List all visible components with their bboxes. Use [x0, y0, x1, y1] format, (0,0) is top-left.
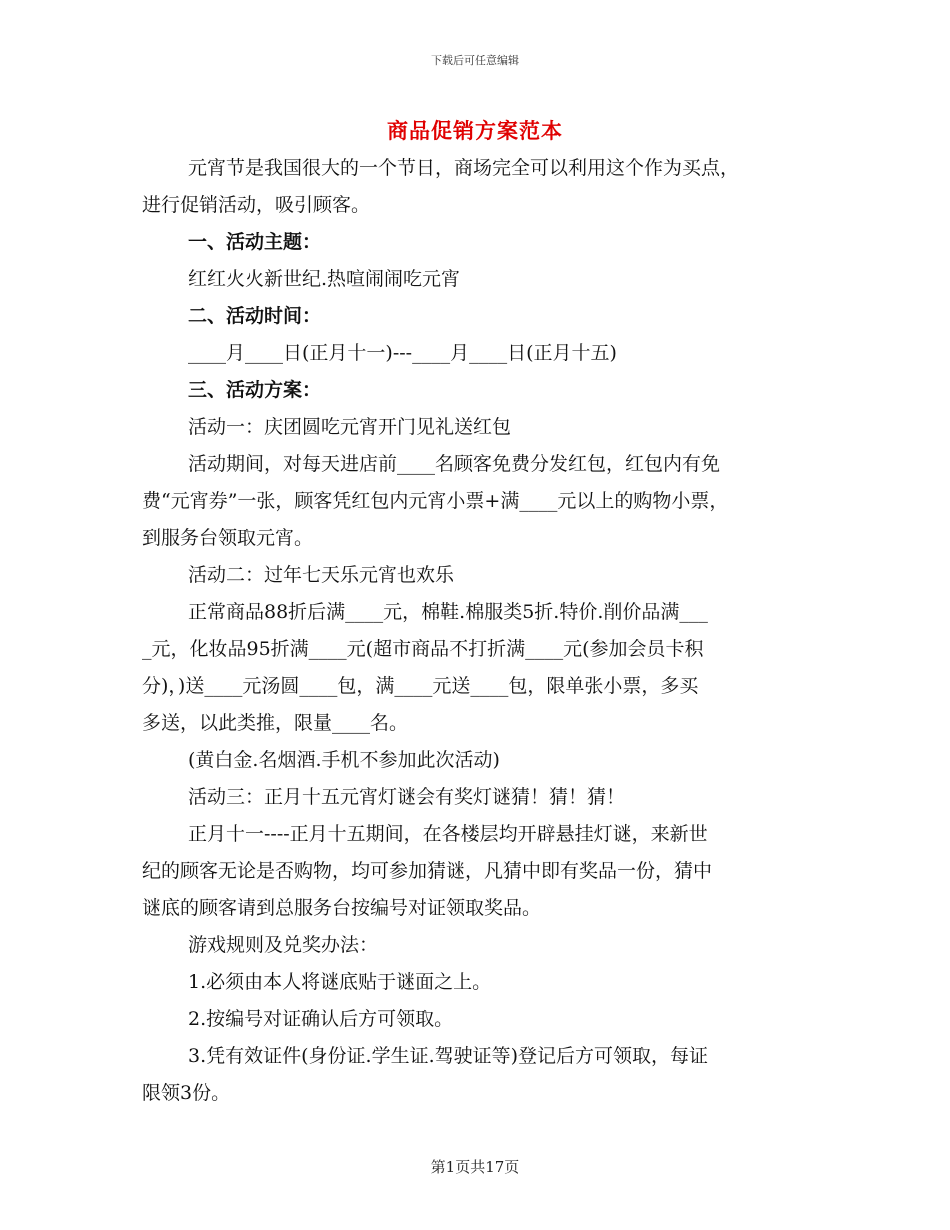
paragraph-line: 活动二：过年七天乐元宵也欢乐	[188, 564, 455, 586]
section-heading: 二、活动时间：	[188, 305, 322, 327]
paragraph-line: 活动期间，对每天进店前____名顾客免费分发红包，红包内有免	[188, 453, 721, 475]
paragraph-line: ____月____日(正月十一)---____月____日(正月十五)	[188, 342, 617, 364]
section-heading: 一、活动主题：	[188, 231, 322, 253]
paragraph-line: 多送，以此类推，限量____名。	[142, 712, 409, 734]
paragraph-line: 活动三：正月十五元宵灯谜会有奖灯谜猜！猜！猜！	[188, 786, 626, 808]
paragraph-line: 到服务台领取元宵。	[142, 527, 314, 549]
paragraph-line: 游戏规则及兑奖办法：	[188, 934, 379, 956]
paragraph-line: 限领3份。	[142, 1082, 231, 1104]
paragraph-line: 费“元宵券”一张，顾客凭红包内元宵小票+满____元以上的购物小票，	[142, 490, 729, 512]
page-header: 下载后可任意编辑	[431, 54, 519, 67]
paragraph-line: _元，化妆品95折满____元(超市商品不打折满____元(参加会员卡积	[142, 638, 704, 660]
paragraph-line: 正月十一----正月十五期间，在各楼层均开辟悬挂灯谜，来新世	[188, 823, 708, 845]
paragraph-line: 1.必须由本人将谜底贴于谜面之上。	[188, 971, 492, 993]
paragraph-line: (黄白金.名烟酒.手机不参加此次活动)	[188, 749, 500, 771]
paragraph-line: 3.凭有效证件(身份证.学生证.驾驶证等)登记后方可领取，每证	[188, 1045, 709, 1067]
paragraph-line: 进行促销活动，吸引顾客。	[142, 194, 371, 216]
paragraph-line: 元宵节是我国很大的一个节日，商场完全可以利用这个作为买点，	[188, 157, 740, 179]
document-title: 商品促销方案范本	[387, 118, 563, 143]
paragraph-line: 红红火火新世纪.热喧闹闹吃元宵	[188, 268, 461, 290]
page-footer: 第1页共17页	[430, 1158, 520, 1176]
document-body	[142, 150, 814, 1112]
paragraph-line: 谜底的顾客请到总服务台按编号对证领取奖品。	[142, 897, 542, 919]
paragraph-line: 正常商品88折后满____元，棉鞋.棉服类5折.特价.削价品满___	[188, 601, 708, 623]
paragraph-line: 分)，)送____元汤圆____包，满____元送____包，限单张小票，多买	[142, 675, 699, 697]
paragraph-line: 活动一：庆团圆吃元宵开门见礼送红包	[188, 416, 512, 438]
paragraph-line: 2.按编号对证确认后方可领取。	[188, 1008, 454, 1030]
section-heading: 三、活动方案：	[188, 379, 322, 401]
paragraph-line: 纪的顾客无论是否购物，均可参加猜谜，凡猜中即有奖品一份，猜中	[142, 860, 713, 882]
